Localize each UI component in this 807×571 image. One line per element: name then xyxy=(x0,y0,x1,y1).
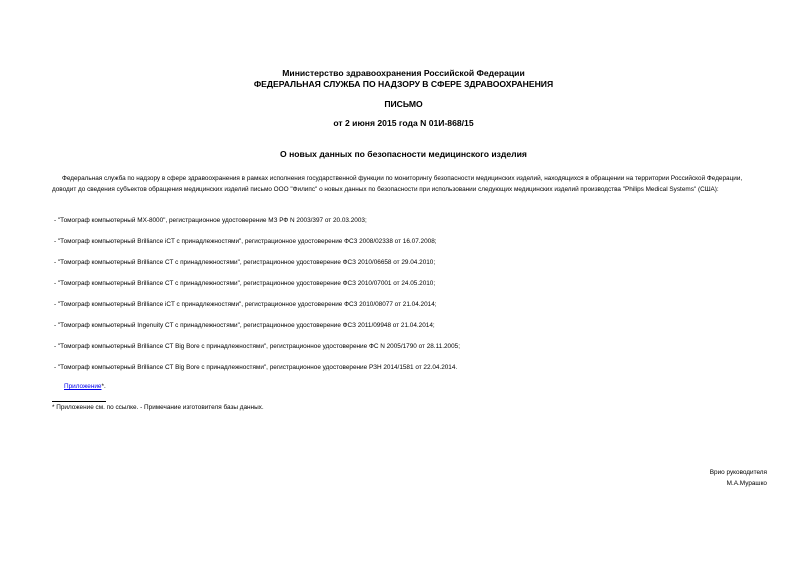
ministry-name: Министерство здравоохранения Российской Федерации xyxy=(282,68,525,78)
list-item: - "Томограф компьютерный Brilliance CT с принадлежностями", регистрационное удостоверение ФСЗ 2010/07001 от 24.05.2010; xyxy=(54,280,436,287)
footnote-divider xyxy=(52,401,106,402)
list-item: - "Томограф компьютерный Brilliance CT Big Bore с принадлежностями", регистрационное удостоверение РЗН 2014/1581 от 22.04.2014. xyxy=(54,364,458,371)
list-item: - "Томограф компьютерный Brilliance iCT с принадлежностями", регистрационное удостоверение ФСЗ 2010/08077 от 21.04.2014; xyxy=(54,301,437,308)
list-item: - "Томограф компьютерный Brilliance iCT с принадлежностями", регистрационное удостоверение ФСЗ 2008/02338 от 16.07.2008; xyxy=(54,238,437,245)
letter-type: ПИСЬМО xyxy=(384,99,423,109)
list-item: - "Томограф компьютерный Brilliance CT Big Bore с принадлежностями", регистрационное удостоверение ФС N 2005/1790 от 28.11.2005; xyxy=(54,343,460,350)
signature-block xyxy=(710,467,767,489)
appendix-footnote-mark: *. xyxy=(101,383,106,390)
signatory-title: Врио руководителя xyxy=(709,469,767,476)
intro-paragraph: Федеральная служба по надзору в сфере здравоохранения в рамках исполнения государственной функции по мониторингу безопасности медицинских изделий, находящихся в обращении на территории Российской Федерации, доводит до сведения субъектов обращения медицинских изделий письмо ООО "Филипс" о новых данных по безопасности при использовании следующих медицинских изделий производства "Philips Medical Systems" (США): xyxy=(52,175,743,193)
device-list xyxy=(52,216,752,384)
appendix-link[interactable]: Приложение xyxy=(64,383,102,390)
service-name: ФЕДЕРАЛЬНАЯ СЛУЖБА ПО НАДЗОРУ В СФЕРЕ ЗДРАВООХРАНЕНИЯ xyxy=(253,79,554,89)
appendix-line xyxy=(64,383,106,390)
list-item: - "Томограф компьютерный MX-8000", регистрационное удостоверение МЗ РФ N 2003/397 от 20.03.2003; xyxy=(54,217,367,224)
list-item: - "Томограф компьютерный Ingenuity CT с принадлежностями", регистрационное удостоверение ФСЗ 2011/09948 от 21.04.2014; xyxy=(54,322,435,329)
document-header xyxy=(0,68,807,90)
footnote: * Приложение см. по ссылке. - Примечание изготовителя базы данных. xyxy=(52,404,264,411)
signatory-name: М.А.Мурашко xyxy=(726,480,767,487)
letter-date: от 2 июня 2015 года N 01И-868/15 xyxy=(333,118,474,128)
letter-subject: О новых данных по безопасности медицинского изделия xyxy=(280,149,527,159)
list-item: - "Томограф компьютерный Brilliance CT с принадлежностями", регистрационное удостоверение ФСЗ 2010/06658 от 29.04.2010; xyxy=(54,259,436,266)
